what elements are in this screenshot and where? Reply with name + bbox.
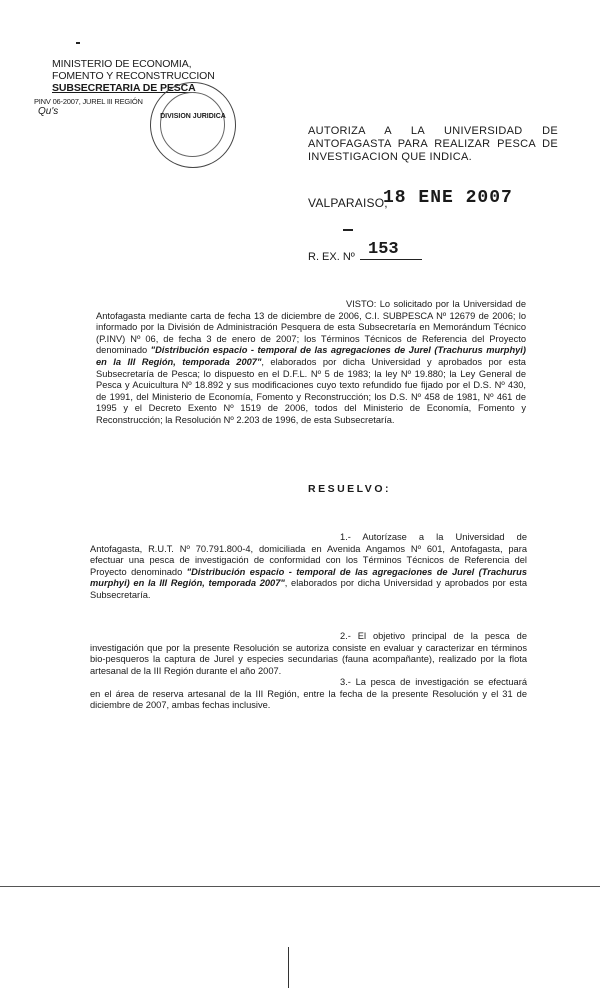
seal-inner-ring bbox=[160, 92, 225, 157]
item-1-lead: 1.- Autorízase a la Universidad de Antofagasta, R.U.T. Nº 70.791.800-4, domiciliada en Avenida Angamos Nº 601, Antofagasta, para efectuar una pesca de investigación de conformidad con los Términos Técnicos de Referencia del Proyecto denominado bbox=[90, 532, 527, 577]
visto-rest: , elaborados por dicha Universidad y aprobados por esta Subsecretaría de Pesca; lo dispuesto en el D.F.L. Nº 5 de 1983; la ley Nº 19.880; la Ley General de Pesca y Acuicultura Nº 18.892 y sus modificaciones cuyo texto refundido fue fijado por el D.S. Nº 430, de 1991, del Ministerio de Economía, Fomento y Reconstrucción; los D.S. Nº 458 de 1981, Nº 461 de 1995 y el Decreto Exento Nº 1519 de 2006, todos del Ministerio de Economía, Fomento y Reconstrucción; la Resolución Nº 2.203 de 1996, de esta Subsecretaría. bbox=[96, 356, 526, 425]
item-1-paragraph bbox=[90, 532, 527, 602]
visto-project-title: "Distribución espacio - temporal de las agregaciones de Jurel (Trachurus murphyi) en la III Región, temporada 2007" bbox=[96, 345, 526, 367]
resolution-subject: AUTORIZA A LA UNIVERSIDAD DE ANTOFAGASTA PARA REALIZAR PESCA DE INVESTIGACION QUE INDICA. bbox=[308, 125, 558, 163]
item-1-project-title: "Distribución espacio - temporal de las agregaciones de Jurel (Trachurus murphyi) en la III Región, temporada 2007" bbox=[90, 566, 527, 589]
page-divider bbox=[0, 886, 600, 887]
item-2-text: 2.- El objetivo principal de la pesca de investigación que por la presente Resolución se autoriza consiste en evaluar y caracterizar en términos bio-pesqueros la captura de Jurel y especies secundarias (fauna acompañante), realizado por la flota artesanal de la III Región durante el año 2007. bbox=[90, 631, 527, 676]
seal-text: DIVISION JURIDICA bbox=[160, 113, 226, 120]
item-2-paragraph bbox=[90, 631, 527, 677]
item-3-paragraph bbox=[90, 677, 527, 712]
resuelvo-heading: RESUELVO: bbox=[308, 483, 391, 495]
resolution-number: 153 bbox=[368, 240, 399, 259]
item-3-text: 3.- La pesca de investigación se efectuará en el área de reserva artesanal de la III Región, entre la fecha de la presente Resolución y el 31 de diciembre de 2007, ambas fechas inclusive. bbox=[90, 677, 527, 711]
handwritten-initials: Qu's bbox=[38, 106, 59, 117]
division-juridica-seal bbox=[150, 82, 236, 168]
place-label: VALPARAISO, bbox=[308, 196, 388, 210]
resolution-label: R. EX. Nº bbox=[308, 251, 355, 263]
visto-lead: VISTO: Lo solicitado por la Universidad de Antofagasta mediante carta de fecha 13 de diciembre de 2006, C.I. SUBPESCA Nº 12679 de 2006; lo informado por la División de Administración Pesquera de esta Subsecretaría en Memorándum Técnico (P.INV) Nº 06, de fecha 3 de enero de 2007; los Términos Técnicos de Referencia del Proyecto denominado bbox=[96, 299, 526, 356]
item-1-rest: , elaborados por dicha Universidad y aprobados por esta Subsecretaría. bbox=[90, 578, 527, 600]
speck-mark bbox=[76, 42, 80, 44]
resolution-underline bbox=[360, 259, 422, 260]
visto-paragraph bbox=[96, 299, 526, 427]
file-reference: PINV 06-2007, JUREL III REGIÓN bbox=[34, 97, 143, 106]
fold-mark bbox=[288, 947, 289, 988]
ministry-line-1: MINISTERIO DE ECONOMIA, bbox=[52, 58, 192, 70]
dash-mark bbox=[343, 229, 353, 231]
date-stamp: 18 ENE 2007 bbox=[383, 188, 513, 208]
ministry-line-3: SUBSECRETARIA DE PESCA bbox=[52, 82, 196, 94]
ministry-line-2: FOMENTO Y RECONSTRUCCION bbox=[52, 70, 215, 82]
